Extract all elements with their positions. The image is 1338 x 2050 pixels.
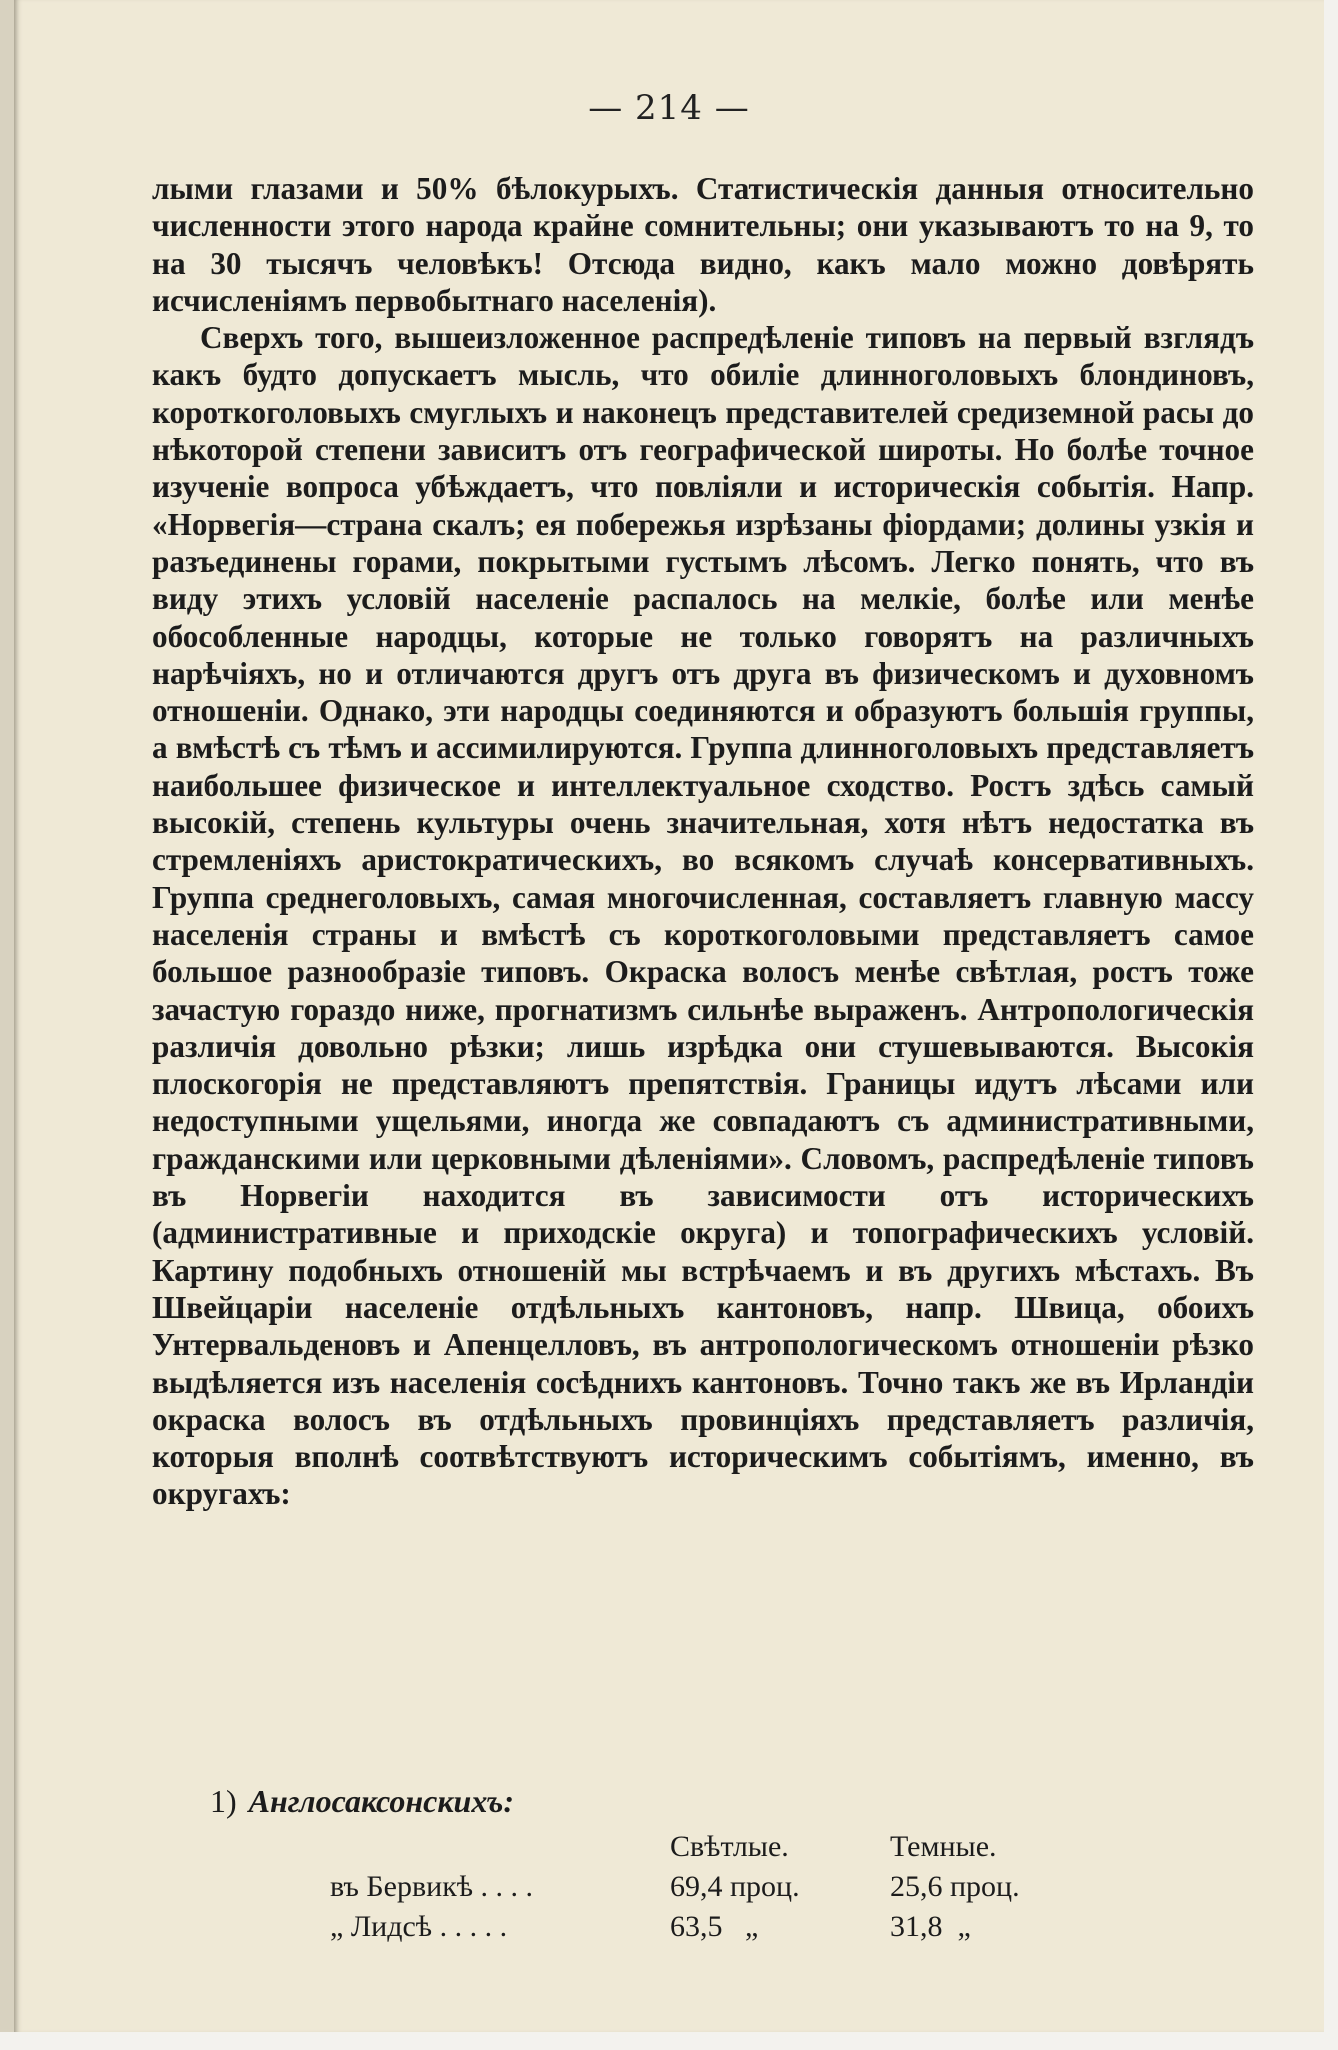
cell-light: 63,5 „ xyxy=(670,1910,759,1943)
list-heading xyxy=(210,1783,514,1820)
page-number: — 214 — xyxy=(588,88,750,128)
paragraph-main: Сверхъ того, вышеизложенное распредѣленіе типовъ на первый взглядъ какъ будто допускаетъ мысль, что обиліе длинноголовыхъ блондиновъ, короткоголовыхъ смуглыхъ и наконецъ представителей средиземной расы до нѣкоторой степени зависитъ отъ географической широты. Но болѣе точное изученіе вопроса убѣждаетъ, что повліяли и историческія событія. Напр. «Норвегія—страна скалъ; ея побережья изрѣзаны фіордами; долины узкія и разъединены горами, покрытыми густымъ лѣсомъ. Легко понять, что въ виду этихъ условій населеніе распалось на мелкіе, болѣе или менѣе обособленные народцы, которые не только говорятъ на различныхъ нарѣчіяхъ, но и отличаются другъ отъ друга въ физическомъ и духовномъ отношеніи. Однако, эти народцы соединяются и образуютъ большія группы, а вмѣстѣ съ тѣмъ и ассимилируются. Группа длинноголовыхъ представляетъ наибольшее физическое и интеллектуальное сходство. Ростъ здѣсь самый высокій, степень культуры очень значительная, хотя нѣтъ недостатка въ стремленіяхъ аристократическихъ, во всякомъ случаѣ консервативныхъ. Группа среднеголовыхъ, самая многочисленная, составляетъ главную массу населенія страны и вмѣстѣ съ короткоголовыми представляетъ самое большое разнообразіе типовъ. Окраска волосъ менѣе свѣтлая, ростъ тоже зачастую гораздо ниже, прогнатизмъ сильнѣе выраженъ. Антропологическія различія довольно рѣзки; лишь изрѣдка они стушевываются. Высокія плоскогорія не представляютъ препятствія. Границы идутъ лѣсами или недоступными ущельями, иногда же совпадаютъ съ административными, гражданскими или церковными дѣленіями». Словомъ, распредѣленіе типовъ въ Норвегіи находится въ зависимости отъ историческихъ (административные и приходскіе округа) и топографическихъ условій. Картину подобныхъ отношеній мы встрѣчаемъ и въ другихъ мѣстахъ. Въ Швейцаріи населеніе отдѣльныхъ кантоновъ, напр. Швица, обоихъ Унтервальденовъ и Апенцелловъ, въ антропологическомъ отношеніи рѣзко выдѣляется изъ населенія сосѣднихъ кантоновъ. Точно такъ же въ Ирландіи окраска волосъ въ отдѣльныхъ провинціяхъ представляетъ различія, которыя вполнѣ соотвѣтствуютъ историческимъ событіямъ, именно, въ округахъ: xyxy=(152,320,1254,1512)
column-header-dark: Темные. xyxy=(890,1830,997,1863)
data-table xyxy=(330,1830,1090,1950)
cell-light: 69,4 проц. xyxy=(670,1870,800,1903)
table-row xyxy=(330,1910,1090,1950)
body-text xyxy=(152,170,1254,1513)
column-header-light: Свѣтлые. xyxy=(670,1830,789,1863)
cell-dark: 25,6 проц. xyxy=(890,1870,1020,1903)
table-header-row xyxy=(330,1830,1090,1870)
table-row xyxy=(330,1870,1090,1910)
cell-dark: 31,8 „ xyxy=(890,1910,971,1943)
row-label: въ Бервикѣ . . . . xyxy=(330,1870,534,1903)
list-heading-title: Англосаксонскихъ: xyxy=(248,1783,515,1819)
paragraph-continuation: лыми глазами и 50% бѣлокурыхъ. Статистическія данныя относительно численности этого народа крайне сомнительны; они указываютъ то на 9, то на 30 тысячъ человѣкъ! Отсюда видно, какъ мало можно довѣрять исчисленіямъ первобытнаго населенія). xyxy=(152,171,1254,318)
list-number: 1) xyxy=(210,1783,237,1819)
row-label: „ Лидсѣ . . . . . xyxy=(330,1910,508,1943)
